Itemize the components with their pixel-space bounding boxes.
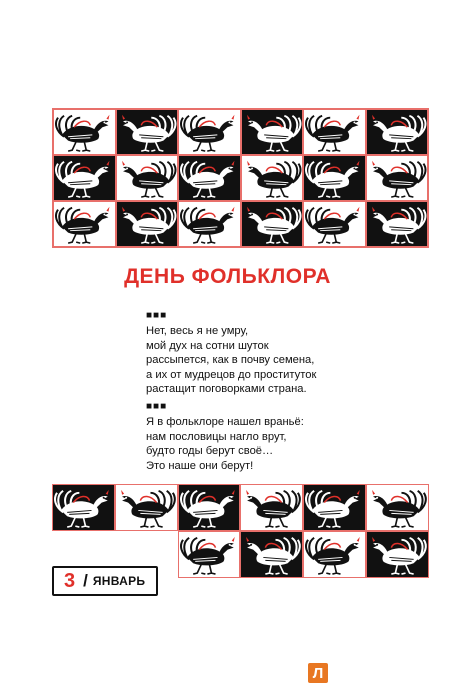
poem-line: нам пословицы нагло врут, <box>146 430 287 443</box>
pattern-cell <box>178 531 241 578</box>
date-separator: / <box>83 571 88 590</box>
pattern-cell <box>303 109 366 155</box>
pattern-cell <box>52 484 115 531</box>
poem-first <box>146 312 426 397</box>
pattern-cell <box>178 201 241 247</box>
poem-line: мой дух на сотни шуток <box>146 339 269 352</box>
poem-line: рассыпется, как в почву семена, <box>146 354 315 367</box>
poem-marker: ■■■ <box>146 401 168 412</box>
bird-pattern-bottom <box>52 484 429 578</box>
pattern-cell <box>241 201 304 247</box>
pattern-cell <box>366 484 429 531</box>
pattern-cell <box>241 155 304 201</box>
poem-line: Нет, весь я не умру, <box>146 325 249 337</box>
pattern-cell <box>116 155 179 201</box>
pattern-cell <box>303 531 366 578</box>
pattern-cell <box>178 484 241 531</box>
pattern-cell <box>53 201 116 247</box>
pattern-cell <box>178 155 241 201</box>
poem-line: а их от мудрецов до проституток <box>146 368 317 381</box>
pattern-cell <box>366 201 429 247</box>
date-label <box>52 566 158 596</box>
pattern-cell <box>115 484 178 531</box>
poem-line: Это наше они берут! <box>146 459 254 472</box>
poem-line: растащит поговорками страна. <box>146 383 307 396</box>
pattern-cell <box>366 531 429 578</box>
page-title: ДЕНЬ ФОЛЬКЛОРА <box>124 265 331 288</box>
pattern-cell <box>178 109 241 155</box>
date-month: ЯНВАРЬ <box>92 574 146 588</box>
publisher-logo-icon <box>308 663 328 683</box>
pattern-cell <box>116 109 179 155</box>
pattern-cell <box>53 155 116 201</box>
pattern-cell <box>366 155 429 201</box>
pattern-cell <box>303 201 366 247</box>
pattern-cell <box>241 109 304 155</box>
logo-glyph: Л <box>312 664 324 682</box>
pattern-cell <box>366 109 429 155</box>
poem-marker: ■■■ <box>146 310 168 321</box>
pattern-cell <box>116 201 179 247</box>
pattern-cell <box>240 531 303 578</box>
poem-line: будто годы берут своё… <box>146 445 274 458</box>
pattern-cell <box>303 155 366 201</box>
date-day: 3 <box>64 569 76 592</box>
poem-line: Я в фольклоре нашел враньё: <box>146 416 304 428</box>
bird-pattern-top <box>52 108 429 248</box>
pattern-cell <box>53 109 116 155</box>
pattern-cell <box>303 484 366 531</box>
poem-second <box>146 403 426 473</box>
pattern-cell <box>240 484 303 531</box>
